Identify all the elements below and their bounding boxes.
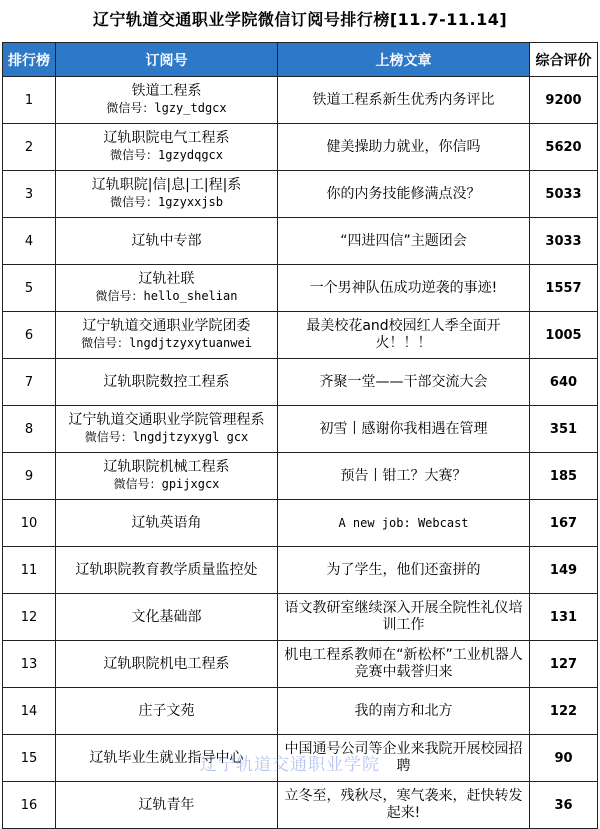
wechat-id: 微信号：gpijxgcx [113, 477, 220, 491]
account-cell [56, 312, 278, 359]
article-title: 你的内务技能修满点没？ [278, 171, 530, 218]
account-cell [56, 218, 278, 265]
header-article: 上榜文章 [278, 43, 530, 77]
article-title: 机电工程系教师在“新松杯”工业机器人竞赛中载誉归来 [278, 641, 530, 688]
article-title: 语文教研室继续深入开展全院性礼仪培训工作 [278, 594, 530, 641]
account-name: 辽轨中专部 [131, 232, 202, 249]
rank-cell: 9 [3, 453, 56, 500]
page-title: 辽宁轨道交通职业学院微信订阅号排行榜[11.7-11.14] [92, 10, 508, 29]
table-row [3, 171, 598, 218]
account-cell [56, 124, 278, 171]
rank-cell: 3 [3, 171, 56, 218]
account-name: 庄子文苑 [138, 702, 195, 719]
table-row [3, 218, 598, 265]
table-body [3, 77, 598, 829]
article-title: 立冬至，残秋尽，寒气袭来，赶快转发起来! [278, 782, 530, 829]
score-cell: 36 [530, 782, 598, 829]
account-cell [56, 735, 278, 782]
score-cell: 9200 [530, 77, 598, 124]
rank-cell: 10 [3, 500, 56, 547]
header-row [3, 43, 598, 77]
rank-cell: 12 [3, 594, 56, 641]
table-row [3, 312, 598, 359]
table-row [3, 688, 598, 735]
account-cell [56, 265, 278, 312]
rank-cell: 1 [3, 77, 56, 124]
account-cell [56, 171, 278, 218]
header-score: 综合评价 [530, 43, 598, 77]
account-name: 辽轨职院数控工程系 [103, 373, 230, 390]
article-title: 齐聚一堂——干部交流大会 [278, 359, 530, 406]
account-name: 辽轨英语角 [131, 514, 202, 531]
rank-cell: 15 [3, 735, 56, 782]
account-name: 辽轨职院机械工程系 [103, 459, 230, 475]
table-row [3, 453, 598, 500]
account-name: 辽轨社联 [138, 271, 195, 287]
account-name: 辽轨职院教育教学质量监控处 [75, 561, 258, 578]
article-title: 最美校花and校园红人季全面开火！！！ [278, 312, 530, 359]
rank-cell: 4 [3, 218, 56, 265]
score-cell: 122 [530, 688, 598, 735]
rank-cell: 11 [3, 547, 56, 594]
score-cell: 5033 [530, 171, 598, 218]
table-row [3, 406, 598, 453]
account-name: 辽轨职院机电工程系 [103, 655, 230, 672]
article-title: 一个男神队伍成功逆袭的事迹! [278, 265, 530, 312]
article-title: 初雪丨感谢你我相遇在管理 [278, 406, 530, 453]
account-name: 文化基础部 [131, 608, 202, 625]
wechat-id: 微信号：1gzydqgcx [109, 148, 224, 162]
score-cell: 5620 [530, 124, 598, 171]
account-cell [56, 641, 278, 688]
article-title: 我的南方和北方 [278, 688, 530, 735]
rank-cell: 5 [3, 265, 56, 312]
score-cell: 131 [530, 594, 598, 641]
account-cell [56, 406, 278, 453]
account-cell [56, 453, 278, 500]
account-name: 辽宁轨道交通职业学院管理程系 [68, 412, 265, 428]
table-row [3, 359, 598, 406]
account-cell [56, 359, 278, 406]
article-title: 中国通号公司等企业来我院开展校园招聘 [278, 735, 530, 782]
score-cell: 185 [530, 453, 598, 500]
score-cell: 640 [530, 359, 598, 406]
article-title: 为了学生，他们还蛮拼的 [278, 547, 530, 594]
score-cell: 149 [530, 547, 598, 594]
wechat-id: 微信号：lgzy_tdgcx [106, 101, 227, 115]
score-cell: 90 [530, 735, 598, 782]
rank-cell: 7 [3, 359, 56, 406]
table-row [3, 594, 598, 641]
watermark-text: 辽宁轨道交通职业学院 [200, 755, 380, 775]
account-name: 辽轨职院|信|息|工|程|系 [91, 177, 242, 193]
table-row [3, 641, 598, 688]
table-row [3, 77, 598, 124]
account-cell [56, 594, 278, 641]
article-title: A new job: Webcast [278, 500, 530, 547]
account-name: 铁道工程系 [131, 83, 202, 99]
rank-cell: 16 [3, 782, 56, 829]
table-row [3, 782, 598, 829]
rank-cell: 6 [3, 312, 56, 359]
score-cell: 1005 [530, 312, 598, 359]
account-cell [56, 782, 278, 829]
wechat-id: 微信号：1gzyxxjsb [109, 195, 224, 209]
article-title: 健美操助力就业，你信吗 [278, 124, 530, 171]
wechat-id: 微信号：hello_shelian [95, 289, 238, 303]
account-name: 辽轨毕业生就业指导中心 [89, 749, 244, 766]
account-cell [56, 77, 278, 124]
article-title: 铁道工程系新生优秀内务评比 [278, 77, 530, 124]
rank-cell: 14 [3, 688, 56, 735]
article-title: “四进四信”主题团会 [278, 218, 530, 265]
rank-cell: 2 [3, 124, 56, 171]
table-row [3, 547, 598, 594]
header-rank: 排行榜 [3, 43, 56, 77]
wechat-id: 微信号：lngdjtzyxygl gcx [84, 430, 249, 444]
table-row [3, 735, 598, 782]
ranking-table [2, 42, 598, 829]
account-cell [56, 500, 278, 547]
article-title: 预告丨钳工？大赛？ [278, 453, 530, 500]
wechat-id: 微信号：lngdjtzyxytuanwei [81, 336, 252, 350]
table-row [3, 265, 598, 312]
account-name: 辽宁轨道交通职业学院团委 [82, 318, 251, 334]
table-row [3, 500, 598, 547]
account-cell [56, 688, 278, 735]
score-cell: 1557 [530, 265, 598, 312]
score-cell: 3033 [530, 218, 598, 265]
rank-cell: 8 [3, 406, 56, 453]
account-cell [56, 547, 278, 594]
account-name: 辽轨青年 [138, 796, 195, 813]
account-name: 辽轨职院电气工程系 [103, 130, 230, 146]
score-cell: 167 [530, 500, 598, 547]
table-row [3, 124, 598, 171]
score-cell: 351 [530, 406, 598, 453]
header-account: 订阅号 [56, 43, 278, 77]
score-cell: 127 [530, 641, 598, 688]
rank-cell: 13 [3, 641, 56, 688]
